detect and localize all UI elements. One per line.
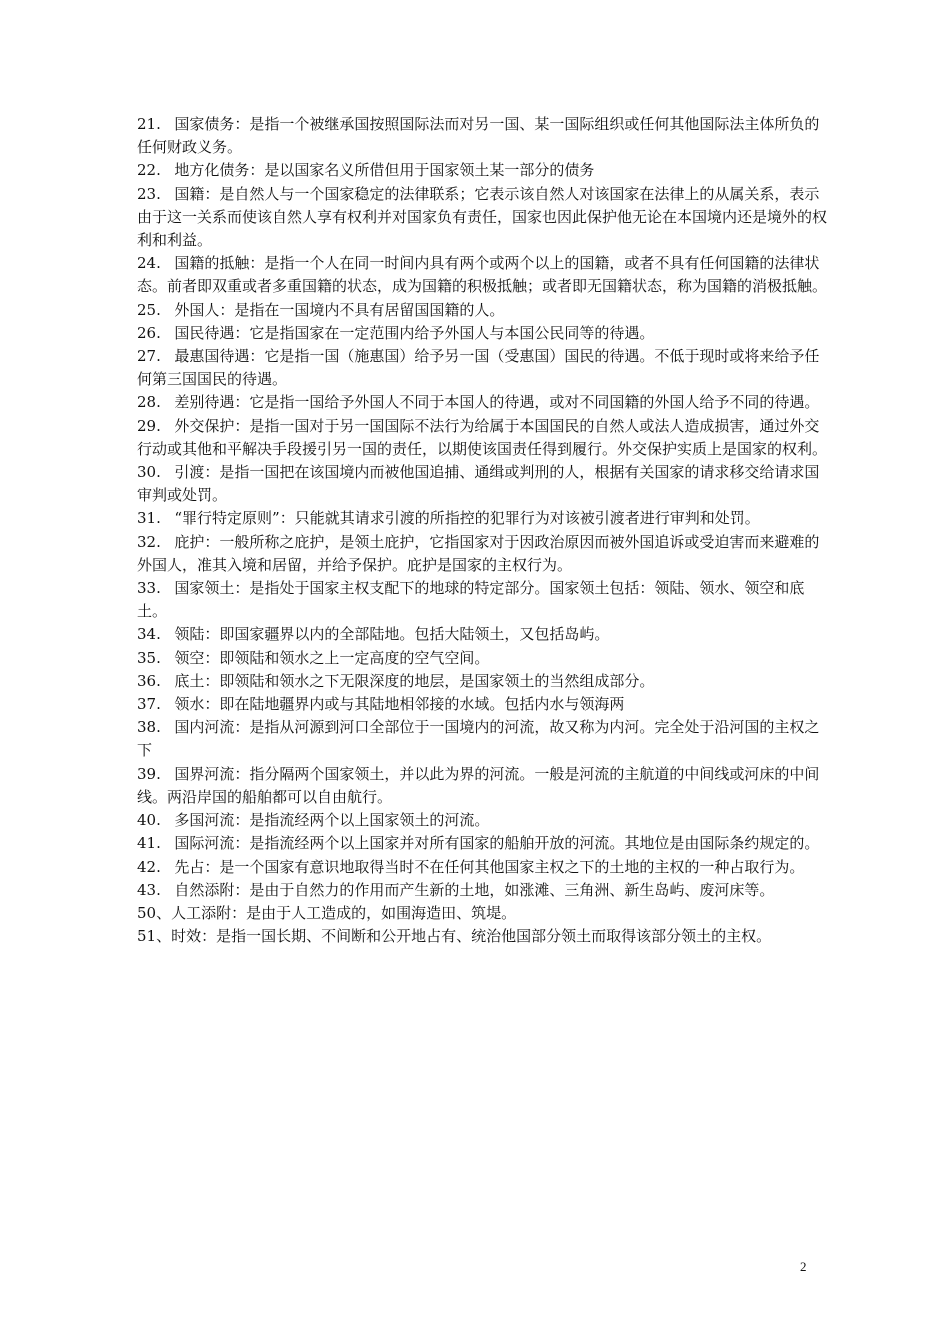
entry-text: 地方化债务：是以国家名义所借但用于国家领土某一部分的债务 [174, 161, 595, 180]
glossary-entry [137, 183, 827, 253]
entry-number: 42. [137, 857, 161, 876]
glossary-entry [137, 693, 827, 716]
entry-number: 28. [137, 393, 161, 412]
entry-number: 29. [137, 416, 161, 435]
entry-text: 国籍：是自然人与一个国家稳定的法律联系；它表示该自然人对该国家在法律上的从属关系，表示由于这一关系而使该自然人享有权利并对国家负有责任，国家也因此保护他无论在本国境内还是境外的权利和利益。 [137, 184, 828, 250]
glossary-entry [137, 856, 827, 879]
glossary-entry [137, 507, 827, 530]
glossary-entry [137, 716, 827, 762]
entry-number: 24. [137, 254, 161, 273]
glossary-list [137, 113, 827, 948]
glossary-entry [137, 391, 827, 414]
entry-text: 人工添附：是由于人工造成的，如围海造田、筑堤。 [171, 903, 517, 922]
glossary-entry [137, 345, 827, 391]
glossary-entry [137, 113, 827, 159]
glossary-entry [137, 879, 827, 902]
entry-text: 多国河流：是指流经两个以上国家领土的河流。 [174, 811, 490, 830]
entry-text: 差别待遇：它是指一国给予外国人不同于本国人的待遇，或对不同国籍的外国人给予不同的待遇。 [174, 393, 820, 412]
entry-number: 50、 [137, 903, 172, 922]
glossary-entry [137, 832, 827, 855]
glossary-entry [137, 647, 827, 670]
entry-text: 领水：即在陆地疆界内或与其陆地相邻接的水域。包括内水与领海两 [174, 695, 625, 714]
entry-text: 引渡：是指一国把在该国境内而被他国追捕、通缉或判刑的人，根据有关国家的请求移交给请求国审判或处罚。 [137, 463, 820, 505]
entry-number: 36. [137, 671, 161, 690]
glossary-entry [137, 809, 827, 832]
entry-number: 37. [137, 695, 161, 714]
entry-text: 自然添附：是由于自然力的作用而产生新的土地，如涨滩、三角洲、新生岛屿、废河床等。 [174, 880, 775, 899]
entry-number: 32. [137, 532, 161, 551]
entry-text: 外国人：是指在一国境内不具有居留国国籍的人。 [174, 300, 505, 319]
entry-number: 39. [137, 764, 161, 783]
entry-number: 41. [137, 834, 161, 853]
entry-number: 33. [137, 579, 161, 598]
glossary-entry [137, 322, 827, 345]
entry-text: 领陆：即国家疆界以内的全部陆地。包括大陆领土，又包括岛屿。 [174, 625, 610, 644]
entry-text: 国民待遇：它是指国家在一定范围内给予外国人与本国公民同等的待遇。 [174, 323, 655, 342]
entry-number: 25. [137, 300, 161, 319]
glossary-entry [137, 577, 827, 623]
entry-number: 23. [137, 184, 161, 203]
entry-number: 22. [137, 161, 161, 180]
entry-text: 国籍的抵触：是指一个人在同一时间内具有两个或两个以上的国籍，或者不具有任何国籍的法律状态。前者即双重或者多重国籍的状态，成为国籍的积极抵触；或者即无国籍状态，称为国籍的消极抵触。 [137, 254, 828, 296]
glossary-entry [137, 252, 827, 298]
entry-number: 31. [137, 509, 161, 528]
entry-text: 领空：即领陆和领水之上一定高度的空气空间。 [174, 648, 490, 667]
entry-text: 庇护：一般所称之庇护，是领土庇护，它指国家对于因政治原因而被外国追诉或受迫害而来避难的外国人，准其入境和居留，并给予保护。庇护是国家的主权行为。 [137, 532, 820, 574]
entry-number: 38. [137, 718, 161, 737]
glossary-entry [137, 415, 827, 461]
entry-text: 国际河流：是指流经两个以上国家并对所有国家的船舶开放的河流。其地位是由国际条约规定的。 [174, 834, 820, 853]
page-number: 2 [800, 1259, 807, 1274]
entry-number: 34. [137, 625, 161, 644]
entry-text: 国家债务：是指一个被继承国按照国际法而对另一国、某一国际组织或任何其他国际法主体所负的任何财政义务。 [137, 115, 820, 157]
glossary-entry [137, 763, 827, 809]
glossary-entry [137, 925, 827, 948]
entry-number: 21. [137, 115, 161, 133]
entry-text: 国家领土：是指处于国家主权支配下的地球的特定部分。国家领土包括：领陆、领水、领空和底土。 [137, 579, 805, 621]
entry-number: 26. [137, 323, 161, 342]
entry-number: 30. [137, 463, 161, 482]
glossary-entry [137, 902, 827, 925]
entry-number: 27. [137, 347, 161, 366]
entry-text: 国内河流：是指从河源到河口全部位于一国境内的河流，故又称为内河。完全处于沿河国的主权之下 [137, 718, 820, 760]
glossary-entry [137, 623, 827, 646]
glossary-entry [137, 461, 827, 507]
entry-text: 最惠国待遇：它是指一国（施惠国）给予另一国（受惠国）国民的待遇。不低于现时或将来给予任何第三国国民的待遇。 [137, 347, 820, 389]
entry-number: 35. [137, 648, 161, 667]
glossary-entry [137, 299, 827, 322]
entry-text: “罪行特定原则”：只能就其请求引渡的所指控的犯罪行为对该被引渡者进行审判和处罚。 [174, 509, 760, 528]
entry-number: 40. [137, 811, 161, 830]
entry-number: 51、 [137, 927, 172, 946]
glossary-entry [137, 531, 827, 577]
entry-text: 先占：是一个国家有意识地取得当时不在任何其他国家主权之下的土地的主权的一种占取行为。 [174, 857, 805, 876]
entry-text: 时效：是指一国长期、不间断和公开地占有、统治他国部分领土而取得该部分领土的主权。 [171, 927, 772, 946]
entry-text: 底土：即领陆和领水之下无限深度的地层，是国家领土的当然组成部分。 [174, 671, 655, 690]
entry-number: 43. [137, 880, 161, 899]
entry-text: 外交保护：是指一国对于另一国国际不法行为给属于本国国民的自然人或法人造成损害，通过外交行动或其他和平解决手段援引另一国的责任，以期使该国责任得到履行。外交保护实质上是国家的权利。 [137, 416, 828, 458]
glossary-entry [137, 670, 827, 693]
entry-text: 国界河流：指分隔两个国家领土，并以此为界的河流。一般是河流的主航道的中间线或河床的中间线。两沿岸国的船舶都可以自由航行。 [137, 764, 820, 806]
glossary-entry [137, 159, 827, 182]
